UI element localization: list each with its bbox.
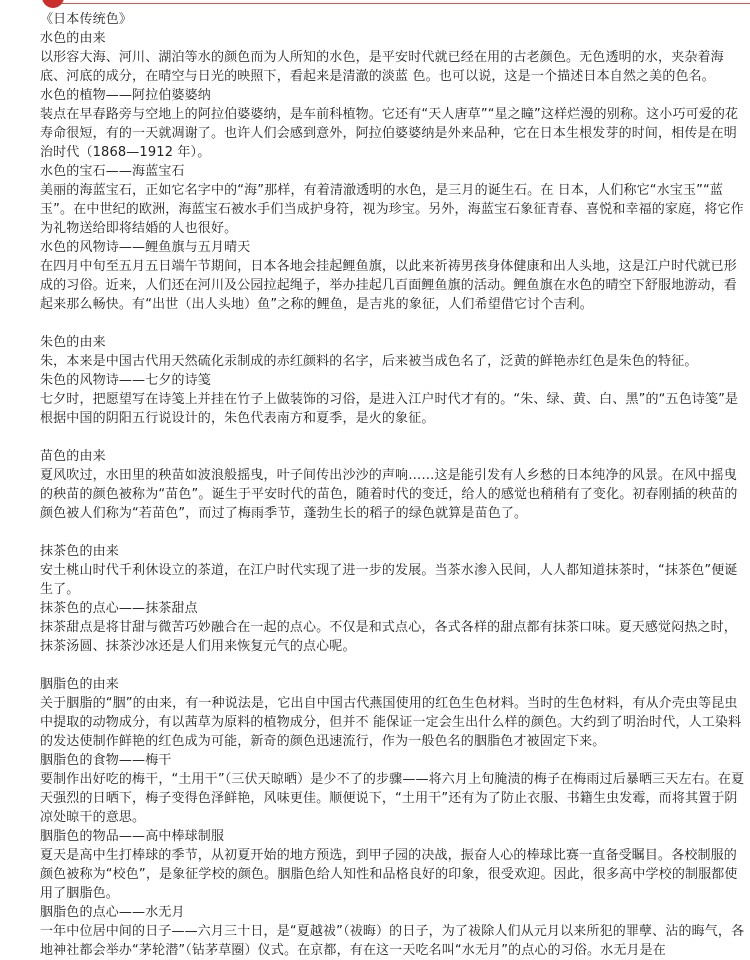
document-line: 水色的宝石——海蓝宝石: [40, 164, 185, 179]
document-line: 水色的风物诗——鲤鱼旗与五月晴天: [40, 240, 251, 255]
red-seal-icon: [42, 0, 64, 8]
document-line: 在四月中旬至五月五日端午节期间，日本各地会挂起鲤鱼旗，以此来祈祷男孩身体健康和出人头地，这是江户时代就已形成的习俗。近来，人们还在河川及公园拉起绳子，举办挂起几百面鲤鱼旗的活动。鲤鱼旗在水色的晴空下舒服地游动，看起来那么畅快。有“出世（出人头地）鱼”之称的鲤鱼，是吉兆的象征，人们希望借它讨个吉利。: [40, 259, 737, 312]
document-line: 美丽的海蓝宝石，正如它名字中的“海”那样，有着清澈透明的水色，是三月的诞生石。在 日本，人们称它“水宝玉”“蓝玉”。在中世纪的欧洲，海蓝宝石被水手们当成护身符，视为珍宝。另外，海蓝宝石象征青春、喜悦和幸福的家庭，将它作为礼物送给即将结婚的人也很好。: [40, 183, 744, 236]
document-line: 苗色的由来: [40, 449, 106, 464]
top-decoration: [0, 0, 750, 6]
document-line: 一年中位居中间的日子——六月三十日，是“夏越祓”（祓晦）的日子，为了祓除人们从元月以来所犯的罪孽、沾的晦气，各地神社都会举办“茅轮潜”（钻茅草圈）仪式。在京都，有在这一天吃名叫“水无月”的点心的习俗。水无月是在: [40, 924, 745, 958]
document-line: 抹茶色的点心——抹茶甜点: [40, 601, 198, 616]
top-divider: [60, 3, 750, 4]
document-line: 要制作出好吃的梅干，“土用干”（三伏天晾晒）是少不了的步骤——将六月上旬腌渍的梅子在梅雨过后暴晒三天左右。在夏天强烈的日晒下，梅子变得色泽鲜艳，风味更佳。顺便说下，“土用干”还有为了防止衣服、书籍生虫发霉，而将其置于阴凉处晾干的意思。: [40, 772, 745, 825]
document-line: 抹茶色的由来: [40, 544, 119, 559]
document-line: 水色的由来: [40, 31, 106, 46]
document-line: 朱色的由来: [40, 335, 106, 350]
document-line: 夏天是高中生打棒球的季节，从初夏开始的地方预选，到甲子园的决战，振奋人心的棒球比赛一直备受瞩目。各校制服的颜色被称为“校色”，是象征学校的颜色。胭脂色给人知性和品格良好的印象，很受欢迎。因此，很多高中学校的制服都使用了胭脂色。: [40, 848, 738, 901]
document-line: 夏风吹过，水田里的秧苗如波浪般摇曳，叶子间传出沙沙的声响……这是能引发有人乡愁的日本纯净的风景。在风中摇曳的秧苗的颜色被称为“苗色”。诞生于平安时代的苗色，随着时代的变迁，给人的感觉也稍稍有了变化。初春刚插的秧苗的颜色被人们称为“若苗色”，而过了梅雨季节，蓬勃生长的稻子的绿色就算是苗色了。: [40, 468, 738, 521]
document-line: 七夕时，把愿望写在诗笺上并挂在竹子上做装饰的习俗，是进入江户时代才有的。“朱、绿、黄、白、黑”的“五色诗笺”是根据中国的阴阳五行说设计的，朱色代表南方和夏季，是火的象征。: [40, 392, 739, 426]
document-line: 安土桃山时代千利休设立的茶道，在江户时代实现了进一步的发展。当茶水渗入民间，人人都知道抹茶时，“抹茶色”便诞生了。: [40, 563, 738, 597]
document-line: 胭脂色的物品——高中棒球制服: [40, 829, 225, 844]
document-line: 朱色的风物诗——七夕的诗笺: [40, 373, 211, 388]
document-line: 水色的植物——阿拉伯婆婆纳: [40, 88, 211, 103]
document-line: 关于胭脂的“胭”的由来，有一种说法是，它出自中国古代燕国使用的红色生色材料。当时的生色材料，有从介壳虫等昆虫中提取的动物成分，有以茜草为原料的植物成分，但并不 能保证一定会生出什么样的颜色。大约到了明治时代，人工染料的发达使制作鲜艳的红色成为可能，新奇的颜色迅速流行，作为一般色名的胭脂色才被固定下来。: [40, 696, 742, 749]
document-line: 胭脂色的点心——水无月: [40, 905, 185, 920]
document-line: 装点在早春路旁与空地上的阿拉伯婆婆纳，是车前科植物。它还有“天人唐草”“星之瞳”这样烂漫的别称。这小巧可爱的花寿命很短，有的一天就凋谢了。也许人们会感到意外，阿拉伯婆婆纳是外来品种，它在日本生根发芽的时间，相传是在明治时代（1868—1912 年）。: [40, 107, 739, 160]
document-line: 朱，本来是中国古代用天然硫化汞制成的赤红颜料的名字，后来被当成色名了，泛黄的鲜艳赤红色是朱色的特征。: [40, 354, 698, 369]
document-title: 《日本传统色》: [40, 12, 133, 27]
document-body: [40, 10, 748, 960]
document-line: 抹茶甜点是将甘甜与微苦巧妙融合在一起的点心。不仅是和式点心，各式各样的甜点都有抹茶口味。夏天感觉闷热之时，抹茶汤圆、抹茶沙冰还是人们用来恢复元气的点心呢。: [40, 620, 737, 654]
document-line: 以形容大海、河川、湖泊等水的颜色而为人所知的水色，是平安时代就已经在用的古老颜色。无色透明的水，夹杂着海底、河底的成分，在晴空与日光的映照下，看起来是清澈的淡蓝 色。也可以说，这是一个描述日本自然之美的色名。: [40, 50, 724, 84]
document-line: 胭脂色的食物——梅干: [40, 753, 172, 768]
document-line: 胭脂色的由来: [40, 677, 119, 692]
